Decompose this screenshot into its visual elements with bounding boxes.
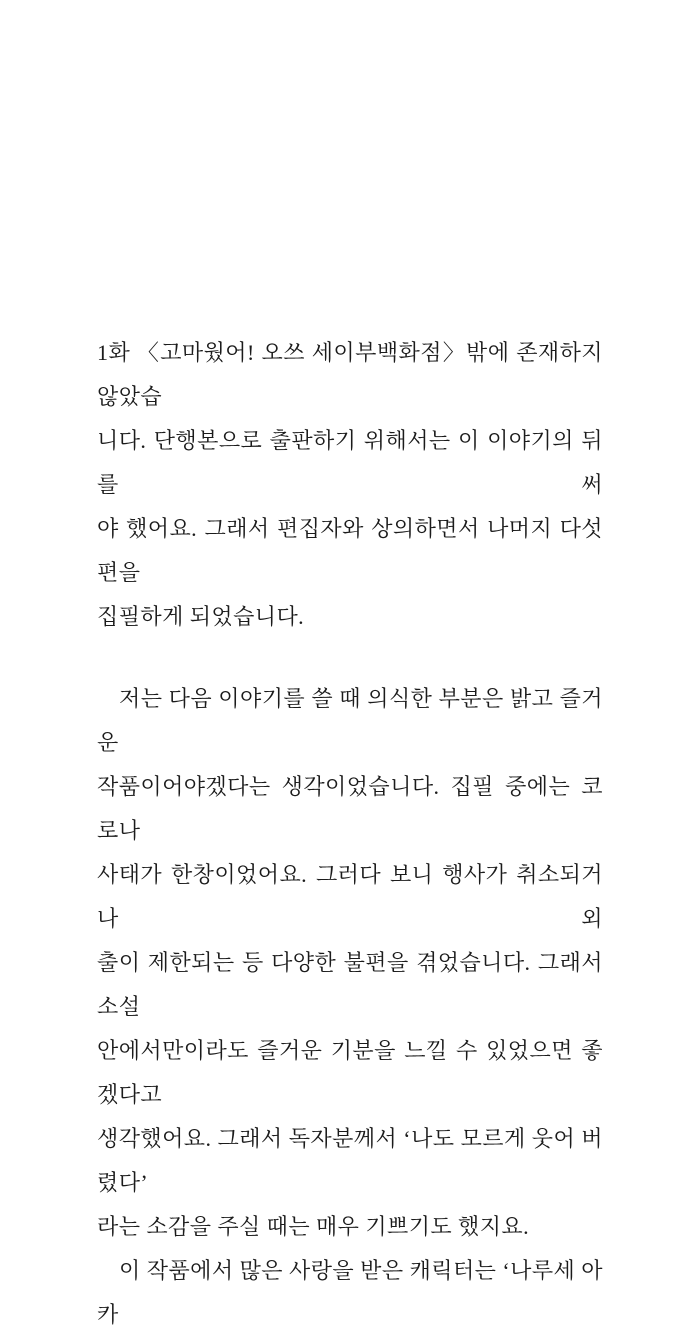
text-line: 사태가 한창이었어요. 그러다 보니 행사가 취소되거나 외 <box>97 862 603 931</box>
text-line: 라는 소감을 주실 때는 매우 기쁘기도 했지요. <box>97 1214 530 1239</box>
text-line: 안에서만이라도 즐거운 기분을 느낄 수 있었으면 좋겠다고 <box>97 1038 603 1107</box>
text-line: 작품이어야겠다는 생각이었습니다. 집필 중에는 코로나 <box>97 774 603 843</box>
text-line: 니다. 단행본으로 출판하기 위해서는 이 이야기의 뒤를 써 <box>97 428 603 497</box>
text-line: 생각했어요. 그래서 독자분께서 ‘나도 모르게 웃어 버렸다’ <box>97 1126 603 1195</box>
text-line: 출이 제한되는 등 다양한 불편을 겪었습니다. 그래서 소설 <box>97 950 603 1019</box>
text-line: 1화 〈고마웠어! 오쓰 세이부백화점〉밖에 존재하지 않았습 <box>97 340 603 409</box>
text-line: 저는 다음 이야기를 쓸 때 의식한 부분은 밝고 즐거운 <box>97 686 603 755</box>
text-line: 집필하게 되었습니다. <box>97 604 305 629</box>
page-text <box>97 331 603 1337</box>
text-line: 야 했어요. 그래서 편집자와 상의하면서 나머지 다섯 편을 <box>97 516 603 585</box>
text-line: 이 작품에서 많은 사랑을 받은 캐릭터는 ‘나루세 아카 <box>97 1258 603 1327</box>
